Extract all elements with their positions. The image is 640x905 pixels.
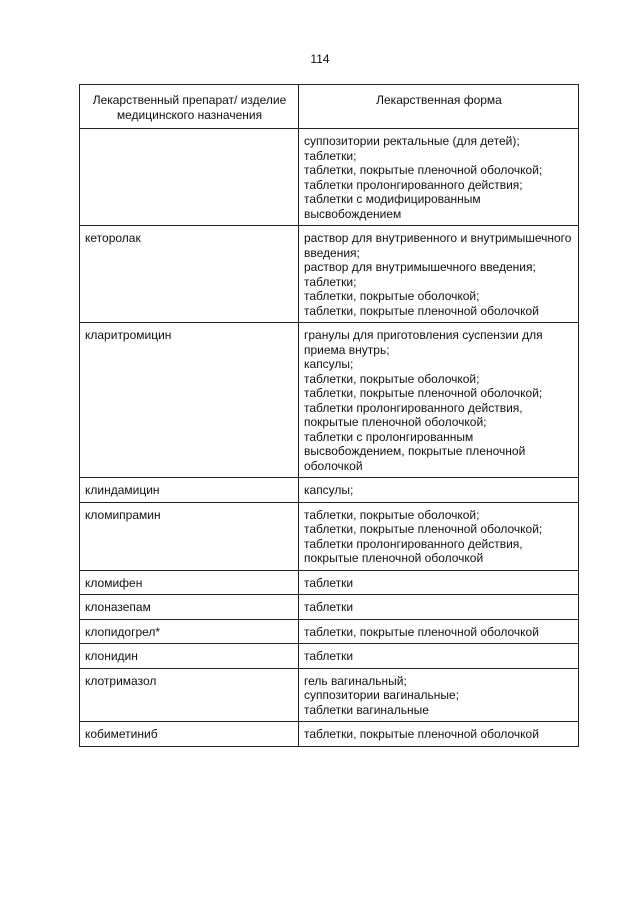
column-header-form: Лекарственная форма (299, 85, 579, 129)
dosage-form-item: таблетки; (304, 274, 357, 289)
drug-name-cell: клопидогрел* (80, 619, 299, 644)
dosage-form-item: гель вагинальный; (304, 673, 407, 688)
dosage-form-item: таблетки с пролонгированным высвобождением, покрытые пленочной оболочкой (304, 429, 526, 473)
column-header-drug: Лекарственный препарат/ изделие медицинского назначения (80, 85, 299, 129)
table-row (80, 129, 579, 226)
page-number: 114 (310, 52, 330, 66)
dosage-form-cell (299, 668, 579, 722)
dosage-form-item: таблетки, покрытые оболочкой; (304, 507, 480, 522)
dosage-form-item: капсулы; (304, 357, 354, 371)
dosage-form-item: таблетки вагинальные (304, 702, 429, 717)
drug-name-cell: клиндамицин (80, 478, 299, 503)
table-header-row (80, 85, 579, 129)
dosage-form-item: раствор для внутримышечного введения; (304, 260, 536, 274)
table-row (80, 502, 579, 570)
dosage-form-item: таблетки, покрытые пленочной оболочкой; (304, 163, 543, 177)
dosage-form-cell (299, 722, 579, 747)
dosage-form-item: таблетки пролонгированного действия, покрытые пленочной оболочкой (304, 536, 523, 565)
dosage-form-cell (299, 323, 579, 478)
dosage-form-item: таблетки (304, 575, 354, 590)
table-body (80, 129, 579, 747)
dosage-form-cell (299, 595, 579, 620)
dosage-form-item: таблетки, покрытые оболочкой; (304, 371, 480, 386)
drug-name-cell: клотримазол (80, 668, 299, 722)
dosage-form-item: таблетки, покрытые пленочной оболочкой; (304, 522, 543, 536)
dosage-form-item: таблетки, покрытые оболочкой; (304, 289, 480, 303)
drug-name-cell: кобиметиниб (80, 722, 299, 747)
dosage-form-item: таблетки с модифицированным высвобождением (304, 192, 481, 221)
dosage-form-cell (299, 502, 579, 570)
table-row (80, 323, 579, 478)
table-row (80, 668, 579, 722)
drug-name-cell: кломифен (80, 570, 299, 595)
table-row (80, 619, 579, 644)
dosage-form-item: таблетки; (304, 148, 357, 163)
dosage-form-cell (299, 570, 579, 595)
dosage-form-item: таблетки пролонгированного действия, покрытые пленочной оболочкой; (304, 400, 523, 429)
table-row (80, 595, 579, 620)
dosage-form-cell (299, 226, 579, 323)
table-header (80, 85, 579, 129)
drug-name-cell: клонидин (80, 644, 299, 669)
dosage-form-item: таблетки (304, 649, 354, 663)
dosage-form-item: таблетки пролонгированного действия; (304, 177, 523, 192)
drug-name-cell: клоназепам (80, 595, 299, 620)
table-row (80, 226, 579, 323)
drug-name-cell: кларитромицин (80, 323, 299, 478)
table-row (80, 478, 579, 503)
dosage-form-cell (299, 644, 579, 669)
dosage-form-cell (299, 619, 579, 644)
dosage-form-item: таблетки, покрытые пленочной оболочкой (304, 727, 539, 741)
table-row (80, 644, 579, 669)
dosage-form-cell (299, 478, 579, 503)
dosage-form-cell (299, 129, 579, 226)
dosage-form-item: суппозитории ректальные (для детей); (304, 134, 520, 148)
dosage-form-item: раствор для внутривенного и внутримышечного введения; (304, 231, 572, 260)
dosage-form-item: таблетки, покрытые пленочной оболочкой (304, 303, 539, 318)
dosage-form-item: таблетки, покрытые пленочной оболочкой; (304, 386, 543, 400)
drug-table (79, 84, 579, 747)
dosage-form-item: таблетки (304, 600, 354, 614)
drug-name-cell: кломипрамин (80, 502, 299, 570)
dosage-form-item: гранулы для приготовления суспензии для приема внутрь; (304, 328, 543, 357)
drug-name-cell (80, 129, 299, 226)
dosage-form-item: суппозитории вагинальные; (304, 688, 459, 702)
table-row (80, 722, 579, 747)
dosage-form-item: капсулы; (304, 483, 354, 497)
drug-name-cell: кеторолак (80, 226, 299, 323)
table-row (80, 570, 579, 595)
dosage-form-item: таблетки, покрытые пленочной оболочкой (304, 624, 539, 639)
